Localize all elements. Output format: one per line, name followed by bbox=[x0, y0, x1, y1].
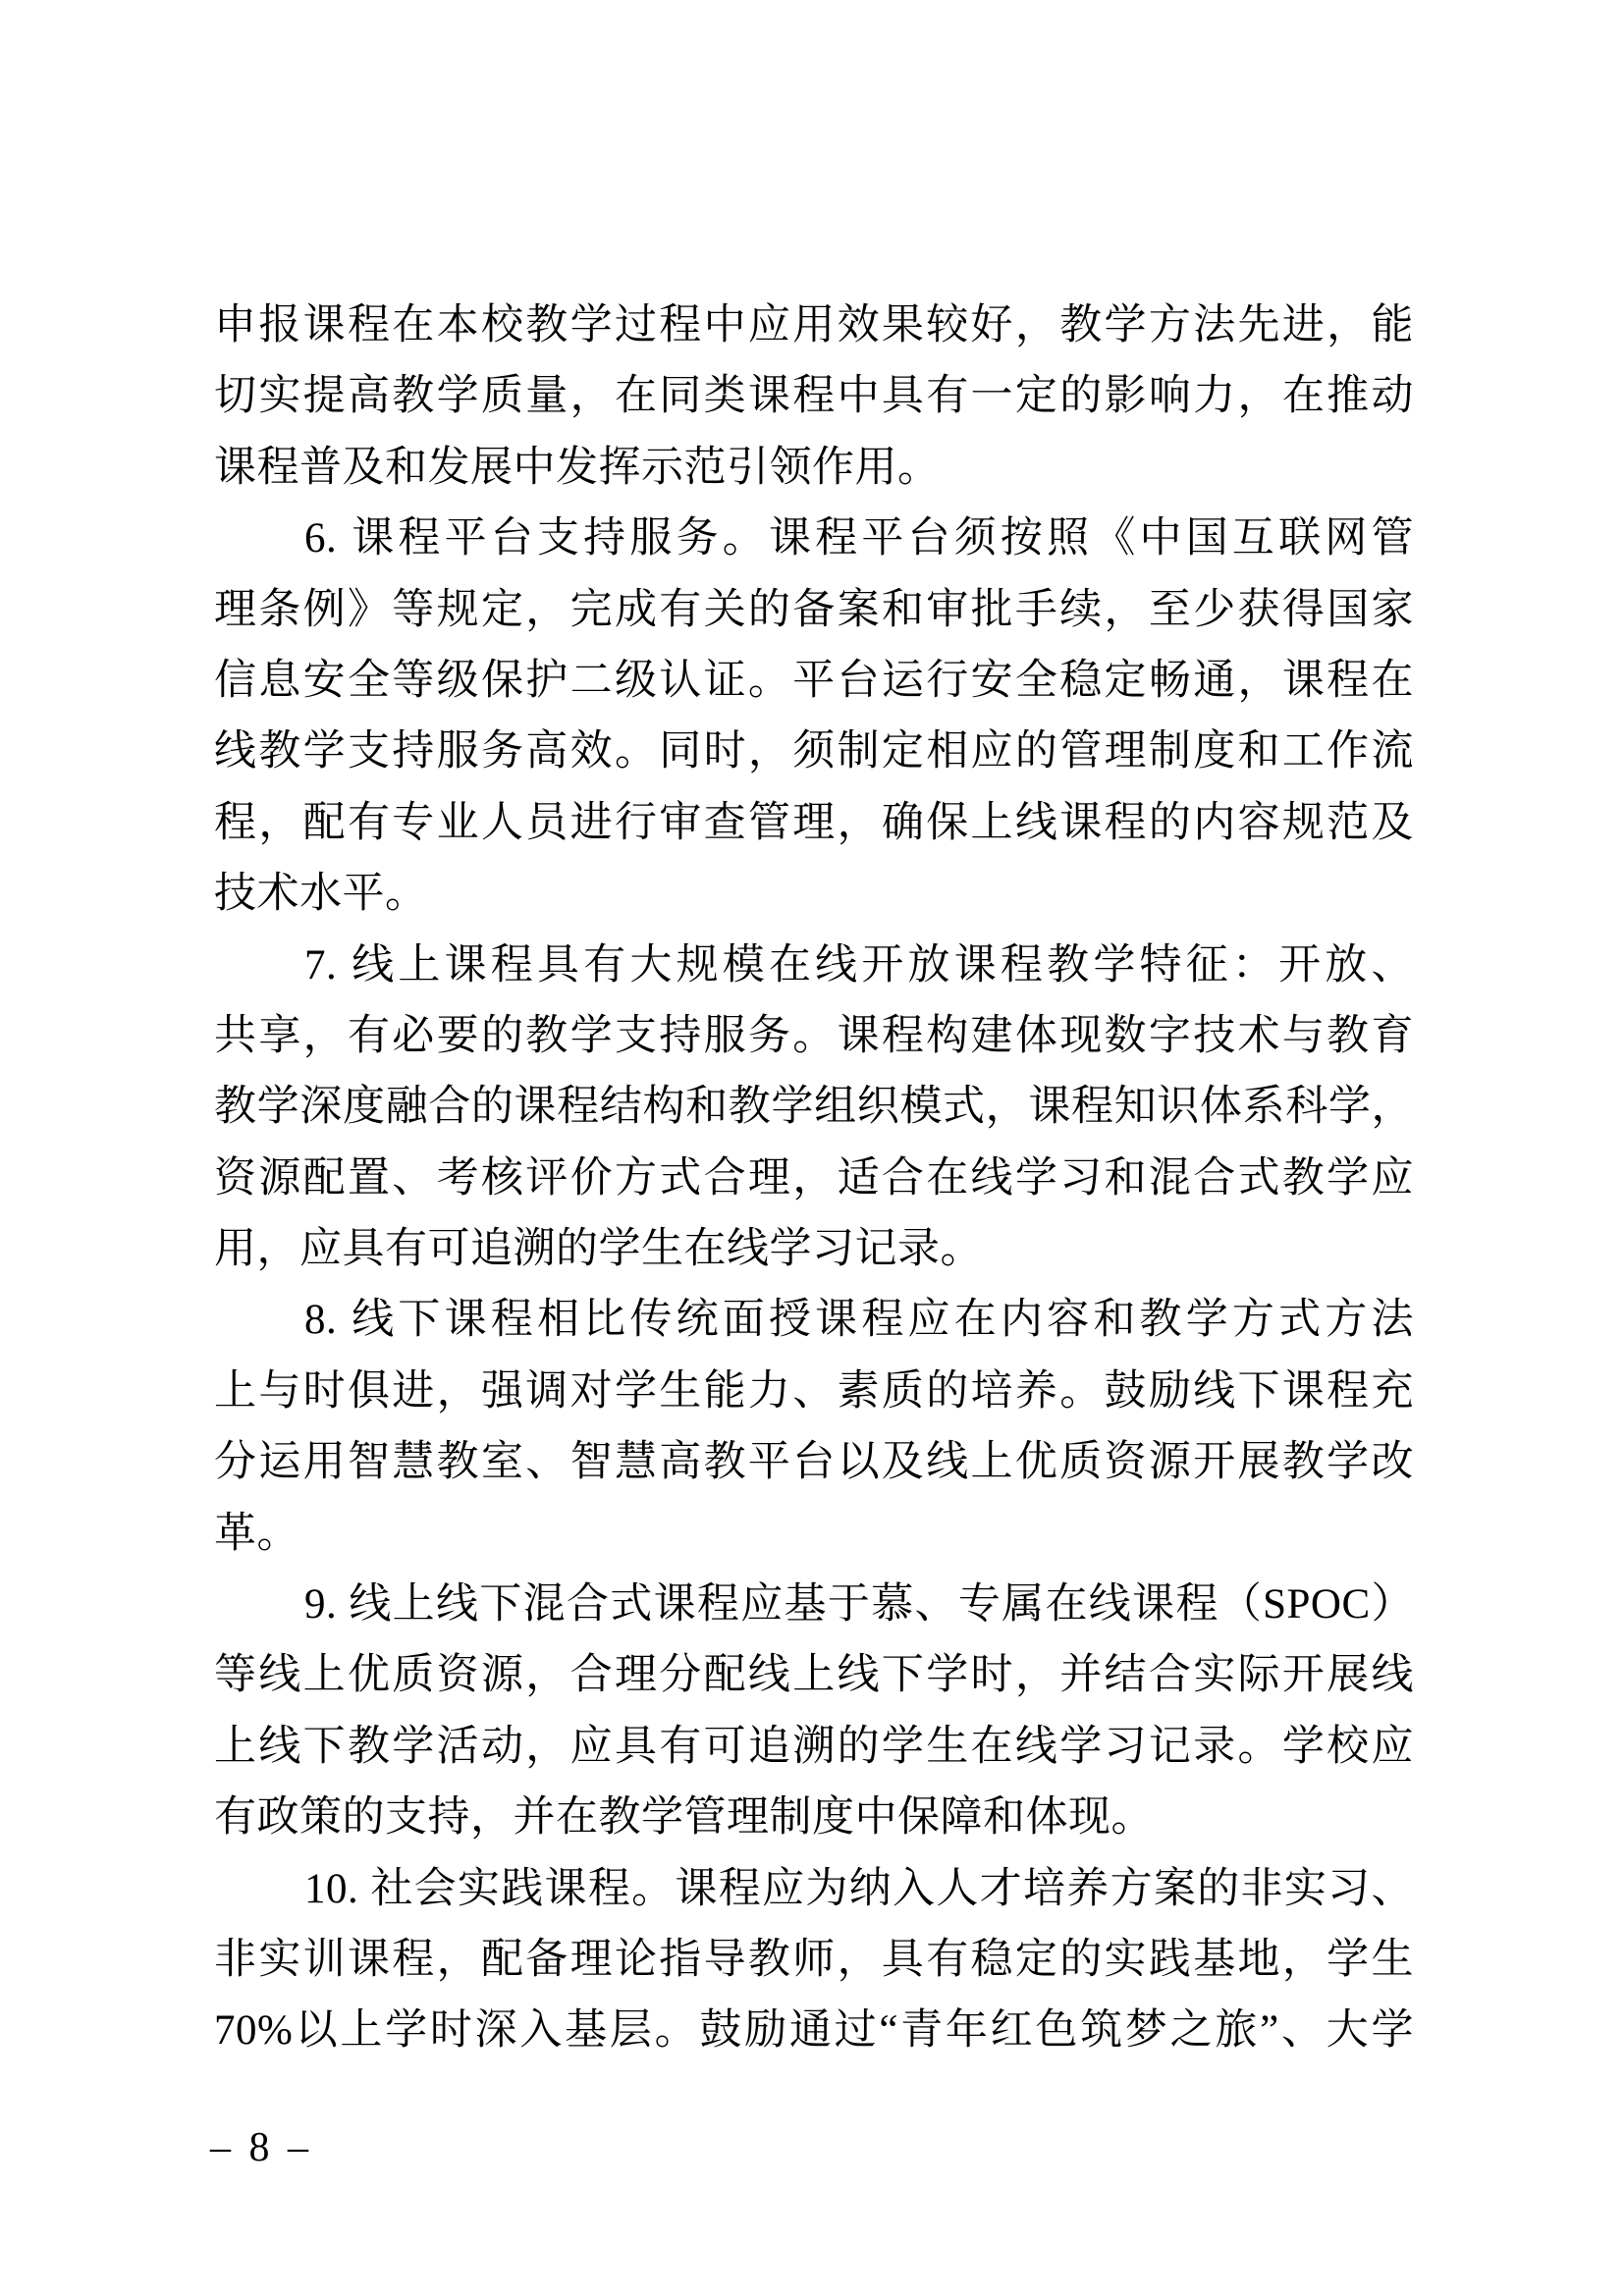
text-line: 7. 线上课程具有大规模在线开放课程教学特征：开放、 bbox=[304, 941, 1414, 988]
text-line: 10. 社会实践课程。课程应为纳入人才培养方案的非实习、 bbox=[304, 1865, 1414, 1912]
text-line: 切实提高教学质量，在同类课程中具有一定的影响力，在推动 bbox=[214, 373, 1414, 420]
paragraph bbox=[214, 291, 1414, 504]
text-line: 6. 课程平台支持服务。课程平台须按照《中国互联网管 bbox=[304, 515, 1414, 562]
text-line: 教学深度融合的课程结构和教学组织模式，课程知识体系科学， bbox=[214, 1084, 1414, 1131]
paragraph bbox=[214, 931, 1414, 1286]
text-line: 70%以上学时深入基层。鼓励通过“青年红色筑梦之旅”、大学 bbox=[214, 2007, 1414, 2055]
text-line: 8. 线下课程相比传统面授课程应在内容和教学方式方法 bbox=[304, 1297, 1414, 1344]
text-line: 资源配置、考核评价方式合理，适合在线学习和混合式教学应 bbox=[214, 1154, 1414, 1201]
paragraph bbox=[214, 1570, 1414, 1854]
text-line: 上线下教学活动，应具有可追溯的学生在线学习记录。学校应 bbox=[214, 1723, 1414, 1770]
text-line: 非实训课程，配备理论指导教师，具有稳定的实践基地，学生 bbox=[214, 1936, 1414, 1983]
text-line: 用，应具有可追溯的学生在线学习记录。 bbox=[214, 1226, 983, 1273]
text-line: 课程普及和发展中发挥示范引领作用。 bbox=[214, 444, 941, 491]
text-line: 分运用智慧教室、智慧高教平台以及线上优质资源开展教学改 bbox=[214, 1439, 1414, 1486]
text-line: 有政策的支持，并在教学管理制度中保障和体现。 bbox=[214, 1794, 1154, 1842]
text-line: 信息安全等级保护二级认证。平台运行安全稳定畅通，课程在 bbox=[214, 657, 1414, 704]
text-line: 申报课程在本校教学过程中应用效果较好，教学方法先进，能 bbox=[214, 302, 1414, 348]
text-line: 共享，有必要的教学支持服务。课程构建体现数字技术与教育 bbox=[214, 1012, 1414, 1059]
text-line: 革。 bbox=[214, 1510, 299, 1557]
paragraph bbox=[214, 1285, 1414, 1570]
paragraph bbox=[214, 504, 1414, 930]
text-line: 程，配有专业人员进行审查管理，确保上线课程的内容规范及 bbox=[214, 799, 1414, 846]
text-line: 线教学支持服务高效。同时，须制定相应的管理制度和工作流 bbox=[214, 728, 1414, 775]
text-line: 等线上优质资源，合理分配线上线下学时，并结合实际开展线 bbox=[214, 1652, 1414, 1699]
text-line: 9. 线上线下混合式课程应基于慕、专属在线课程（SPOC） bbox=[304, 1581, 1414, 1629]
text-line: 上与时俱进，强调对学生能力、素质的培养。鼓励线下课程充 bbox=[214, 1367, 1414, 1415]
text-line: 技术水平。 bbox=[214, 871, 428, 918]
paragraph bbox=[214, 1854, 1414, 2067]
page-number: – 8 – bbox=[210, 2125, 308, 2170]
text-line: 理条例》等规定，完成有关的备案和审批手续，至少获得国家 bbox=[214, 586, 1414, 633]
body-text bbox=[214, 291, 1414, 2067]
